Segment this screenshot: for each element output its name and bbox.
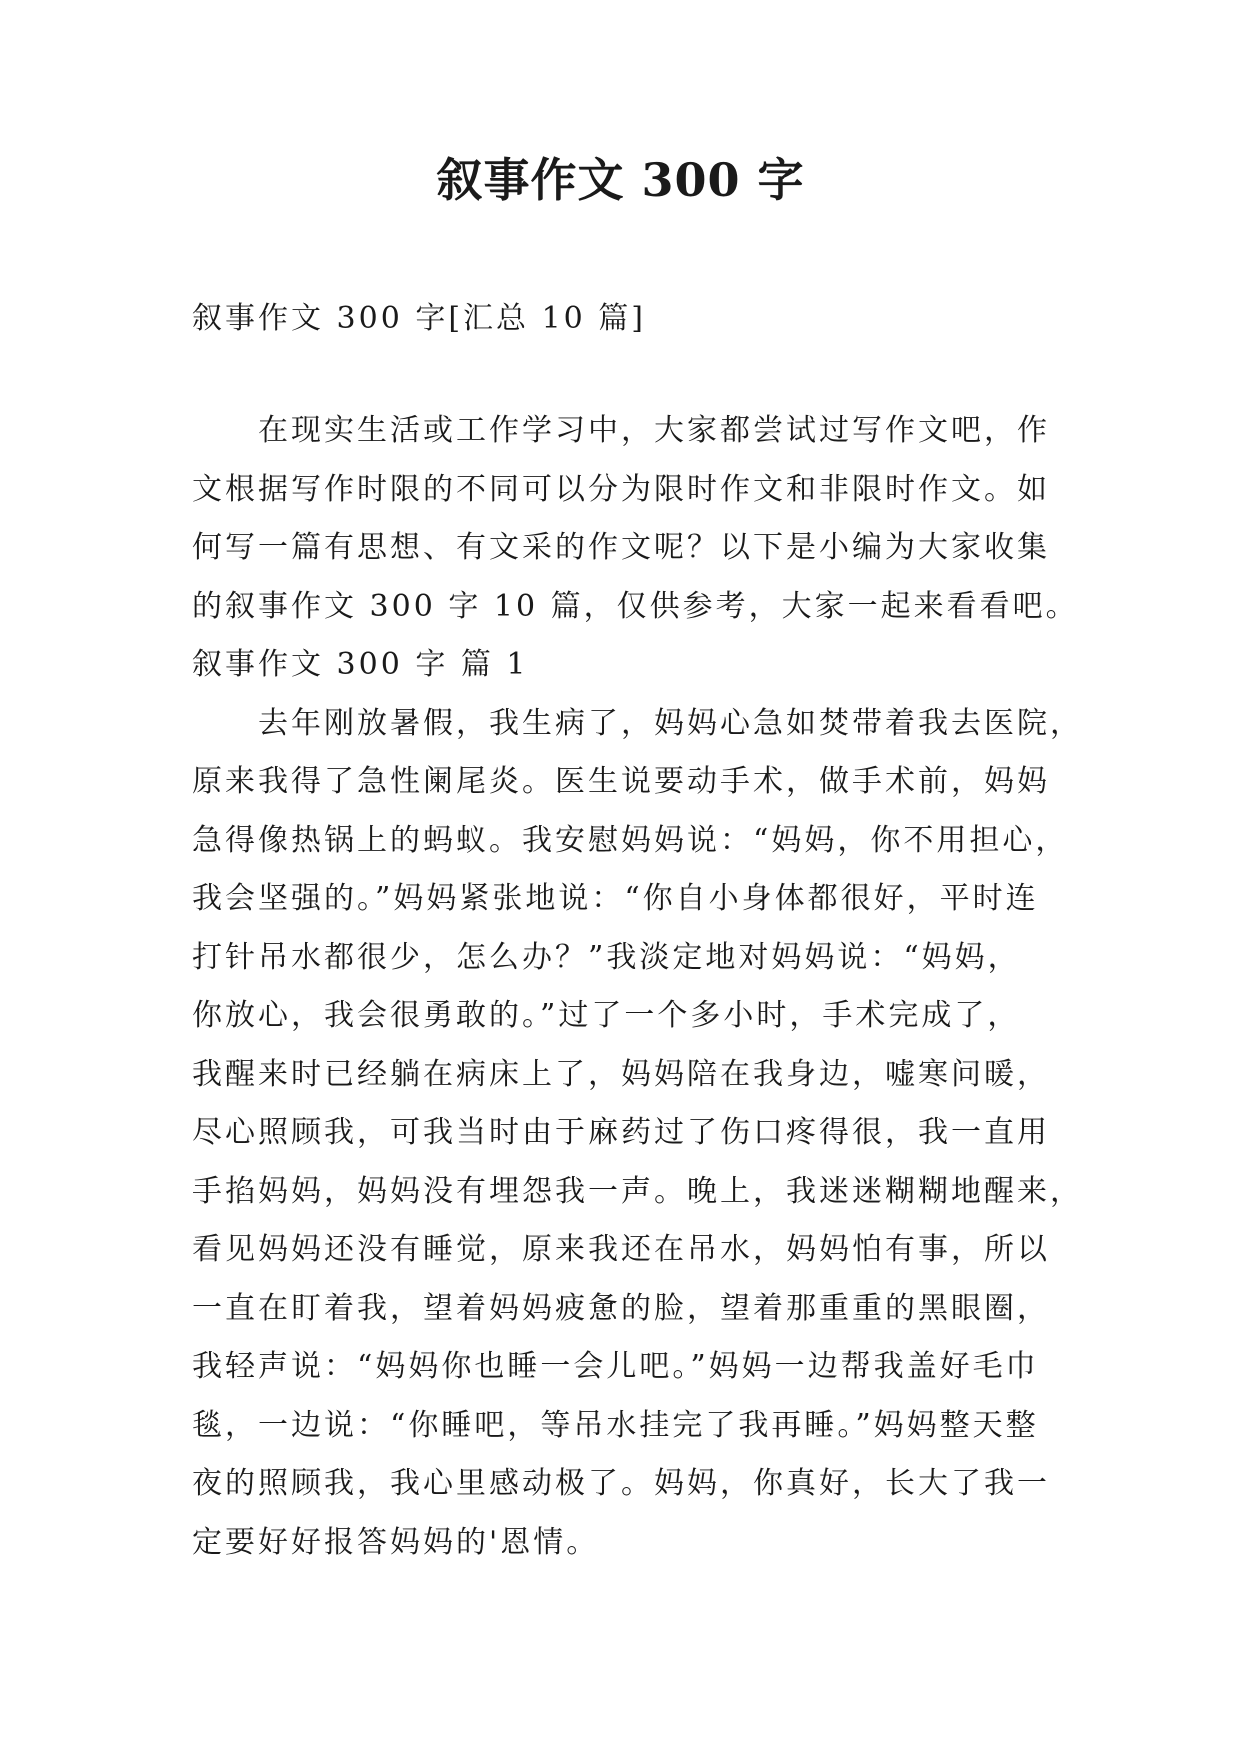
essay-line: 手掐妈妈，妈妈没有埋怨我一声。晚上，我迷迷糊糊地醒来，: [192, 1173, 1083, 1209]
essay-line: 一直在盯着我，望着妈妈疲惫的脸，望着那重重的黑眼圈，: [192, 1290, 1050, 1326]
essay-line: 看见妈妈还没有睡觉，原来我还在吊水，妈妈怕有事，所以: [192, 1232, 1050, 1267]
intro-line: 文根据写作时限的不同可以分为限时作文和非限时作文。如: [192, 471, 1050, 507]
essay-line: 原来我得了急性阑尾炎。医生说要动手术，做手术前，妈妈: [192, 764, 1050, 799]
essay-line: 定要好好报答妈妈的'恩情。: [192, 1524, 600, 1560]
essay-line: 夜的照顾我，我心里感动极了。妈妈，你真好，长大了我一: [192, 1466, 1050, 1501]
essay-line: 你放心，我会很勇敢的。”过了一个多小时，手术完成了，: [192, 998, 1021, 1033]
essay-line: 我轻声说：“妈妈你也睡一会儿吧。”妈妈一边帮我盖好毛巾: [192, 1349, 1039, 1384]
essay-line: 我会坚强的。”妈妈紧张地说：“你自小身体都很好，平时连: [192, 881, 1039, 916]
essay-line: 毯，一边说：“你睡吧，等吊水挂完了我再睡。”妈妈整天整: [192, 1407, 1039, 1443]
document-body: [192, 402, 1083, 1572]
intro-line: 的叙事作文 300 字 10 篇，仅供参考，大家一起来看看吧。: [192, 588, 1079, 624]
intro-line: 何写一篇有思想、有文采的作文呢？以下是小编为大家收集: [192, 530, 1050, 565]
document-title: 叙事作文 300 字: [436, 153, 805, 207]
intro-line: 在现实生活或工作学习中，大家都尝试过写作文吧，作: [258, 413, 1050, 448]
essay-line: 我醒来时已经躺在病床上了，妈妈陪在我身边，嘘寒问暖，: [192, 1056, 1050, 1092]
document-subtitle: 叙事作文 300 字[汇总 10 篇]: [192, 301, 646, 336]
essay-line: 急得像热锅上的蚂蚁。我安慰妈妈说：“妈妈，你不用担心，: [192, 822, 1069, 858]
section-heading: 叙事作文 300 字 篇 1: [192, 647, 529, 682]
essay-line: 打针吊水都很少，怎么办？”我淡定地对妈妈说：“妈妈，: [192, 939, 1021, 975]
essay-line: 去年刚放暑假，我生病了，妈妈心急如焚带着我去医院，: [258, 705, 1083, 741]
essay-line: 尽心照顾我，可我当时由于麻药过了伤口疼得很，我一直用: [192, 1115, 1050, 1150]
